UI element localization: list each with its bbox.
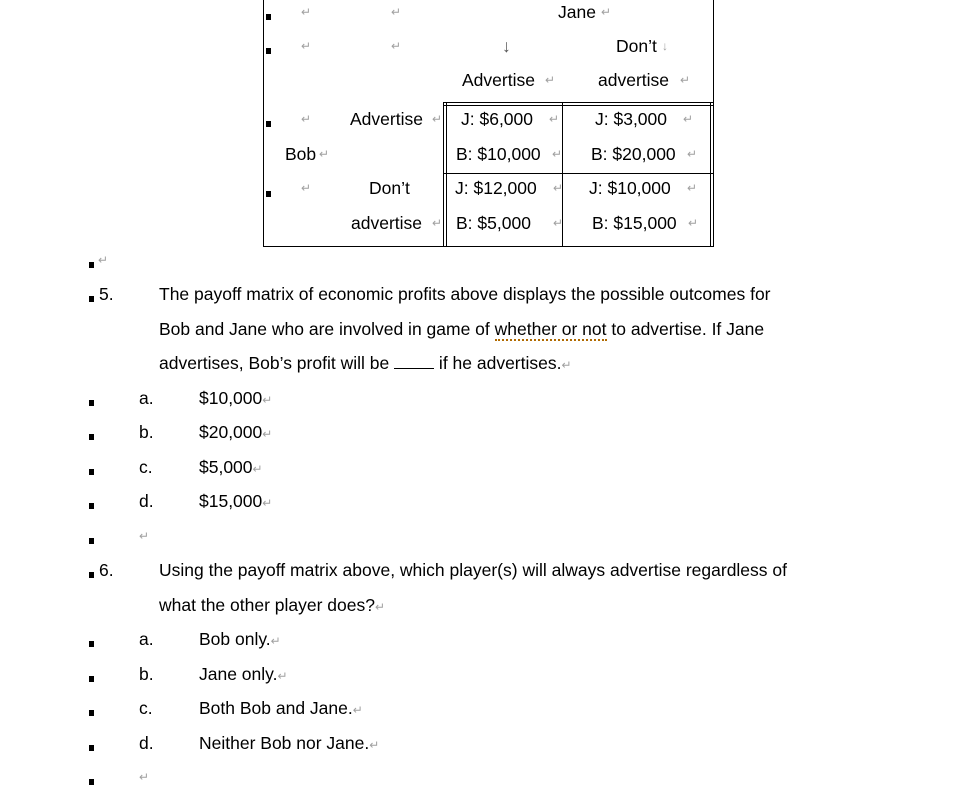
option-text: $15,000↵ <box>199 491 273 511</box>
paragraph-mark: ↵ <box>683 112 694 126</box>
list-bullet <box>89 262 94 268</box>
question-text-line2: what the other player does?↵ <box>159 595 386 615</box>
paragraph-mark: ↵ <box>553 216 564 230</box>
paragraph-mark: ↵ <box>687 147 698 161</box>
matrix-outer-bottom <box>263 246 714 247</box>
matrix-outer-right-top <box>713 0 714 104</box>
paragraph-mark: ↵ <box>601 5 612 19</box>
list-bullet <box>89 745 94 751</box>
column-header-dont: Don’t <box>616 36 657 56</box>
question-text-line2: Bob and Jane who are involved in game of whether or not to advertise. If Jane <box>159 319 765 339</box>
list-bullet <box>266 48 271 54</box>
list-bullet <box>89 400 94 406</box>
option-text: Bob only.↵ <box>199 629 281 649</box>
paragraph-mark: ↵ <box>688 216 699 230</box>
question-text-line1: Using the payoff matrix above, which player(s) will always advertise regardless of <box>159 560 788 580</box>
paragraph-mark: ↵ <box>553 181 564 195</box>
option-text: Jane only.↵ <box>199 664 288 684</box>
list-bullet <box>266 191 271 197</box>
option-letter: b. <box>139 422 154 442</box>
list-bullet <box>266 121 271 127</box>
list-bullet <box>89 710 94 716</box>
cell-dd-bob: B: $15,000 <box>592 213 677 233</box>
option-letter: a. <box>139 629 154 649</box>
paragraph-mark: ↵ <box>552 147 563 161</box>
cell-aa-bob: B: $10,000 <box>456 144 541 164</box>
cell-dd-jane: J: $10,000 <box>589 178 671 198</box>
list-bullet <box>89 676 94 682</box>
option-text: $5,000↵ <box>199 457 263 477</box>
option-letter: d. <box>139 491 154 511</box>
paragraph-mark: ↵ <box>301 39 312 53</box>
paragraph-mark: ↵ <box>432 216 443 230</box>
question-number: 6. <box>99 560 114 580</box>
grid-right <box>710 102 711 247</box>
option-text: $10,000↵ <box>199 388 273 408</box>
paragraph-mark: ↵ <box>301 181 312 195</box>
paragraph-mark: ↵ <box>319 147 330 161</box>
cell-ad-jane: J: $3,000 <box>595 109 667 129</box>
row-header-dont: Don’t <box>369 178 410 198</box>
list-bullet <box>89 572 94 578</box>
paragraph-mark: ↵ <box>432 112 443 126</box>
list-bullet <box>89 779 94 785</box>
down-arrow-icon: ↓ <box>502 36 511 56</box>
question-text-line3: advertises, Bob’s profit will be if he advertises.↵ <box>159 353 572 373</box>
paragraph-mark: ↵ <box>680 73 691 87</box>
player-jane-label: Jane <box>558 2 596 22</box>
paragraph-mark: ↵ <box>98 253 109 267</box>
grammar-underline: whether or not <box>494 319 607 339</box>
paragraph-mark: ↵ <box>301 5 312 19</box>
option-letter: a. <box>139 388 154 408</box>
paragraph-mark: ↵ <box>549 112 560 126</box>
option-letter: d. <box>139 733 154 753</box>
grid-left-1 <box>443 102 444 247</box>
grid-top-2 <box>443 105 714 106</box>
grid-right-outer <box>713 102 714 247</box>
player-bob-label: Bob <box>285 144 317 164</box>
list-bullet <box>89 538 94 544</box>
question-text-line1: The payoff matrix of economic profits above displays the possible outcomes for <box>159 284 771 304</box>
list-bullet <box>89 641 94 647</box>
question-number: 5. <box>99 284 114 304</box>
paragraph-mark: ↵ <box>301 112 312 126</box>
row-header-advertise: Advertise <box>350 109 423 129</box>
answer-blank <box>394 354 434 369</box>
column-header-advertise: Advertise <box>462 70 535 90</box>
option-text: Neither Bob nor Jane.↵ <box>199 733 380 753</box>
list-bullet <box>89 434 94 440</box>
option-letter: b. <box>139 664 154 684</box>
cell-da-jane: J: $12,000 <box>455 178 537 198</box>
list-bullet <box>89 296 94 302</box>
grid-left-2 <box>446 102 447 247</box>
grid-mid <box>443 173 714 174</box>
paragraph-mark: ↵ <box>687 181 698 195</box>
line-break-mark: ↓ <box>662 39 668 53</box>
paragraph-mark: ↵ <box>139 529 150 543</box>
grid-top-1 <box>443 102 714 103</box>
paragraph-mark: ↵ <box>139 770 150 784</box>
list-bullet <box>89 469 94 475</box>
option-letter: c. <box>139 698 153 718</box>
matrix-outer-left <box>263 0 264 247</box>
row-header-advertise-2: advertise <box>351 213 423 233</box>
cell-ad-bob: B: $20,000 <box>591 144 676 164</box>
cell-aa-jane: J: $6,000 <box>461 109 533 129</box>
paragraph-mark: ↵ <box>391 5 402 19</box>
option-letter: c. <box>139 457 153 477</box>
paragraph-mark: ↵ <box>391 39 402 53</box>
list-bullet <box>89 503 94 509</box>
list-bullet <box>266 14 271 20</box>
option-text: $20,000↵ <box>199 422 273 442</box>
option-text: Both Bob and Jane.↵ <box>199 698 363 718</box>
paragraph-mark: ↵ <box>545 73 556 87</box>
cell-da-bob: B: $5,000 <box>456 213 531 233</box>
column-header-dont-advertise: advertise <box>598 70 670 90</box>
